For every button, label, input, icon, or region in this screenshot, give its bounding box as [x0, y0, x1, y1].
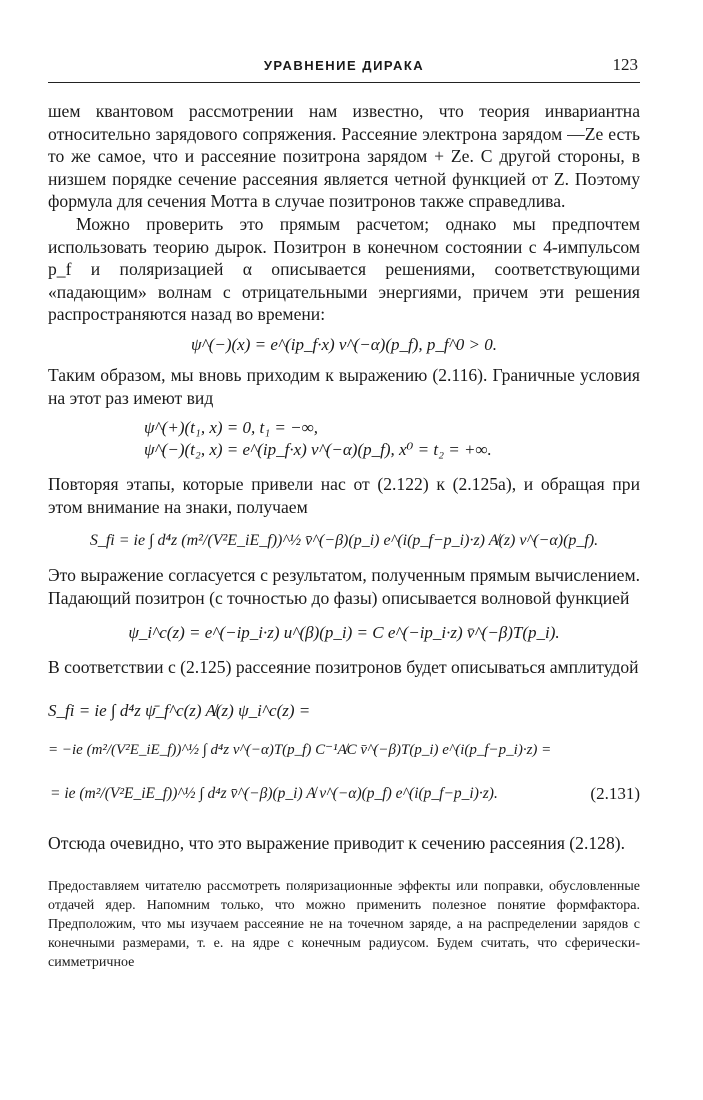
- equation-3: S_fi = ie ∫ d⁴z (m²/(V²E_iE_f))^½ v̄^(−β)(p_i) e^(i(p_f−p_i)·z) A̸(z) v^(−α)(p_f).: [89, 532, 599, 550]
- equation-4: ψ_i^c(z) = e^(−ip_i·z) u^(β)(p_i) = C e^(−ip_i·z) v̄^(−β)T(p_i).: [128, 622, 560, 642]
- equation-number: (2.131): [590, 784, 640, 804]
- paragraph-4: Повторяя этапы, которые привели нас от (2.122) к (2.125a), и обращая при этом внимание на знаки, получаем: [48, 474, 640, 517]
- page-body: [48, 100, 640, 972]
- page-number: 123: [612, 55, 638, 74]
- paragraph-3: Таким образом, мы вновь приходим к выражению (2.116). Граничные условия на этот раз имеют вид: [48, 364, 640, 408]
- equation-2-line-2: ψ^(−)(t₂, x) = e^(ip_f·x) v^(−α)(p_f), x⁰ = t₂ = +∞.: [144, 440, 492, 460]
- paragraph-7: Отсюда очевидно, что это выражение приводит к сечению рассеяния (2.128).: [48, 833, 626, 854]
- equation-1: ψ^(−)(x) = e^(ip_f·x) v^(−α)(p_f), p_f^0 > 0.: [191, 334, 497, 354]
- paragraph-5: Это выражение согласуется с результатом, полученным прямым вычислением. Падающий позитрон (с точностью до фазы) описывается волновой функцией: [48, 565, 640, 608]
- equation-5: [48, 694, 640, 816]
- footnote: [48, 877, 640, 972]
- paragraph-6: В соответствии с (2.125) рассеяние позитронов будет описываться амплитудой: [48, 656, 639, 677]
- equation-2: [144, 417, 640, 461]
- paragraph-2: Можно проверить это прямым расчетом; однако мы предпочтем использовать теорию дырок. Позитрон в конечном состоянии с 4-импульсом p_f и поляризацией α описывается решениями, соответствующими «падающим» волнам с отрицательными энергиями, причем эти решения распространяются назад во времени:: [48, 213, 640, 325]
- page-header: [48, 52, 640, 83]
- equation-5-line-2: = −ie (m²/(V²E_iE_f))^½ ∫ d⁴z v^(−α)T(p_f) C⁻¹A̸C v̄^(−β)T(p_i) e^(i(p_f−p_i)·z) =: [48, 742, 552, 759]
- paragraph-1: шем квантовом рассмотрении нам известно, что теория инвариантна относительно зарядового сопряжения. Рассеяние электрона зарядом —Ze есть то же самое, что и рассеяние позитрона зарядом + Ze. С другой стороны, в низшем порядке сечение рассеяния является четной функцией от Z. Поэтому формула для сечения Мотта в случае позитронов также справедлива.: [48, 101, 640, 212]
- equation-2-line-1: ψ^(+)(t₁, x) = 0, t₁ = −∞,: [144, 418, 318, 438]
- equation-5-line-1: S_fi = ie ∫ d⁴z ψ̄_f^c(z) A̸(z) ψ_i^c(z) =: [48, 701, 311, 721]
- equation-5-line-3: = ie (m²/(V²E_iE_f))^½ ∫ d⁴z v̄^(−β)(p_i) A̸ v^(−α)(p_f) e^(i(p_f−p_i)·z).: [50, 785, 498, 803]
- running-head: УРАВНЕНИЕ ДИРАКА: [263, 58, 425, 73]
- footnote-text: Предоставляем читателю рассмотреть поляризационные эффекты или поправки, обусловленные отдачей ядер. Напомним только, что можно применить полезное понятие формфактора. Предположим, что мы изучаем рассеяние не на точечном заряде, а на распределении зарядов с конечными размерами, т. е. на ядре с конечным радиусом. Будем считать, что сферически-симметричное: [48, 878, 640, 970]
